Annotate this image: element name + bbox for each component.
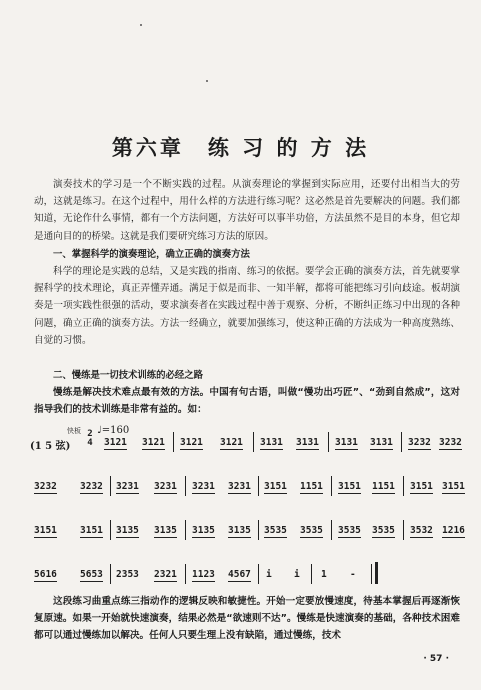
music-beat: 3121 [104,437,127,448]
string-label: (1 5 弦) [30,441,71,452]
music-beat: i [266,569,272,580]
bar-line [110,564,111,584]
music-beat: 3131 [335,437,358,448]
bar-line [258,476,259,496]
music-beat: 3135 [116,525,139,536]
music-beat: 3535 [264,525,287,536]
music-beat: 1216 [442,525,465,536]
music-beat: 3232 [408,437,431,448]
speck [140,24,142,26]
music-beat: 5616 [34,569,57,580]
bar-line [110,520,111,540]
final-bar-line [375,562,378,584]
music-beat: 3151 [338,481,361,492]
bar-line [185,520,186,540]
music-beat: 1 [321,569,327,580]
page-number: · 57 · [423,654,449,664]
bar-line [371,564,372,584]
tempo-mark: ♩=160 [97,425,130,436]
music-beat: 3232 [439,437,462,448]
music-beat: 3535 [300,525,323,536]
music-beat: 3131 [260,437,283,448]
bar-line [403,476,404,496]
bar-line [328,432,329,452]
music-beat: 3135 [228,525,251,536]
music-beat: 3151 [80,525,103,536]
bar-line [311,564,312,584]
music-beat: 3231 [228,481,251,492]
bar-line [331,520,332,540]
music-beat: 3231 [154,481,177,492]
music-beat: 3131 [370,437,393,448]
music-beat: - [350,569,356,580]
music-beat: 3232 [34,481,57,492]
music-beat: 3231 [116,481,139,492]
section-1-body: 科学的理论是实践的总结，又是实践的指南、练习的依据。要学会正确的演奏方法，首先就要掌握科学的技术理论，真正弄懂弄通。满足于似是而非、一知半解，都将可能把练习引向歧途。板胡演奏是一项实践性很强的活动，要求演奏者在实践过程中善于观察、分析，不断纠正练习中出现的各种问题，确立正确的演奏方法。方法一经确立，就要加强练习，使这种正确的方法成为一种高度熟练、自觉的习惯。 [34,266,460,346]
bar-line [403,520,404,540]
bar-line [258,564,259,584]
music-row-4 [30,560,460,590]
intro-paragraph: 演奏技术的学习是一个不断实践的过程。从演奏理论的掌握到实际应用，还要付出相当大的劳动，这就是练习。在这个过程中，用什么样的方法进行练习呢？这必然是首先要解决的问题。我们都知道，无论作什么事情，都有一个方法问题，方法好可以事半功倍，方法虽然不是目的本身，但它却是通向目的的桥梁。这就是我们要研究练习方法的原因。 [34,179,460,242]
music-beat: 3151 [442,481,465,492]
music-row-3 [30,516,465,546]
speck [206,80,208,82]
bar-line [253,432,254,452]
music-beat: 3535 [372,525,395,536]
music-row-2 [30,472,465,502]
music-beat: 2321 [154,569,177,580]
music-beat: 3121 [142,437,165,448]
music-beat: 1151 [300,481,323,492]
music-beat: 5653 [80,569,103,580]
music-beat: 3231 [192,481,215,492]
section-2-body: 慢练是解决技术难点最有效的方法。中国有句古语，叫做“慢功出巧匠”、“劲到自然成”，这对指导我们的技术训练是非常有益的。如： [34,387,460,416]
music-beat: 3121 [180,437,203,448]
bar-line [185,564,186,584]
tempo-label: 快板 [67,427,81,435]
music-beat: 3232 [80,481,103,492]
music-beat: 3135 [154,525,177,536]
music-beat: 1151 [372,481,395,492]
bar-line [401,432,402,452]
music-beat: 3151 [410,481,433,492]
music-beat: 1123 [192,569,215,580]
bar-line [173,432,174,452]
bar-line [185,476,186,496]
music-beat: 3532 [410,525,433,536]
music-beat: 3121 [220,437,243,448]
music-beat: 3535 [338,525,361,536]
closing-paragraph: 这段练习曲重点练三指动作的逻辑反映和敏捷性。开始一定要放慢速度，待基本掌握后再逐渐恢复原速。如果一开始就快速演奏，结果必然是“欲速则不达”。慢练是快速演奏的基础，各种技术困难都可以通过慢练加以解决。任何人只要生理上没有缺陷，通过慢练，技术 [34,596,460,642]
music-beat: 3151 [264,481,287,492]
music-beat: 3151 [34,525,57,536]
time-signature: 2 4 [87,429,93,448]
music-beat: 3135 [192,525,215,536]
bar-line [258,520,259,540]
music-beat: 2353 [116,569,139,580]
section-2-heading: 二、慢练是一切技术训练的必经之路 [53,370,204,381]
music-row-1 [30,428,460,458]
music-beat: i [294,569,300,580]
music-beat: 4567 [228,569,251,580]
chapter-title: 第六章 练 习 的 方 法 [111,136,370,160]
music-beat: 3131 [296,437,319,448]
section-1-heading: 一、掌握科学的演奏理论，确立正确的演奏方法 [53,249,250,260]
bar-line [110,476,111,496]
bar-line [331,476,332,496]
